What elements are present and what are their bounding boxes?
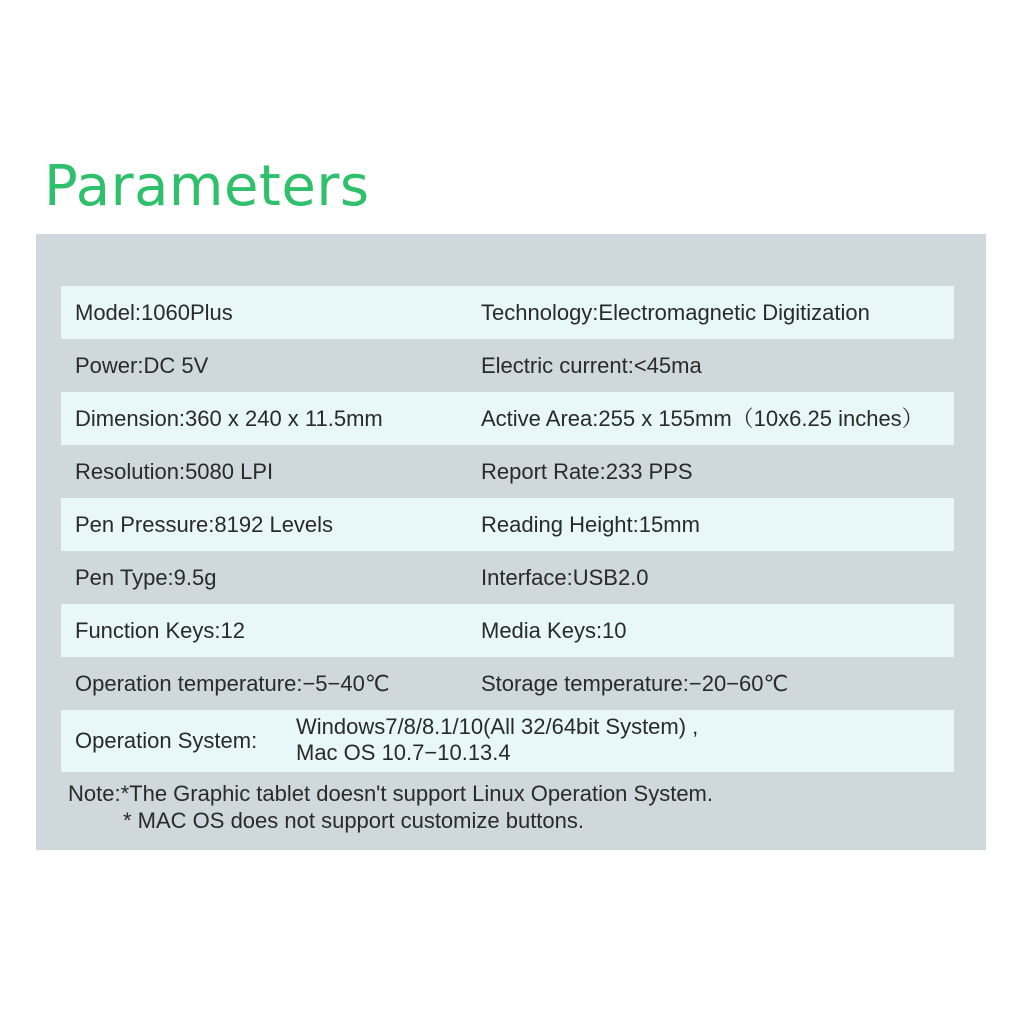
spec-panel: [36, 234, 986, 850]
spec-electric-current: Electric current:<45ma: [481, 353, 702, 378]
os-mac: Mac OS 10.7−10.13.4: [296, 740, 511, 765]
note-linux: Note:*The Graphic tablet doesn't support Linux Operation System.: [68, 781, 713, 806]
spec-table: [61, 286, 954, 772]
notes: [68, 780, 713, 834]
spec-technology: Technology:Electromagnetic Digitization: [481, 300, 870, 325]
spec-power: Power:DC 5V: [75, 353, 209, 378]
spec-pen-type: Pen Type:9.5g: [75, 565, 217, 590]
spec-report-rate: Report Rate:233 PPS: [481, 459, 693, 484]
spec-row: [61, 286, 954, 339]
page-title: Parameters: [44, 154, 370, 219]
spec-row: [61, 445, 954, 498]
spec-interface: Interface:USB2.0: [481, 565, 649, 590]
os-values: [296, 714, 698, 766]
spec-resolution: Resolution:5080 LPI: [75, 459, 274, 484]
note-mac-buttons: * MAC OS does not support customize buttons.: [123, 808, 585, 833]
spec-active-area: Active Area:255 x 155mm（10x6.25 inches）: [481, 406, 924, 431]
spec-row-os: [61, 710, 954, 772]
spec-row: [61, 392, 954, 445]
spec-operation-temperature: Operation temperature:−5−40℃: [75, 671, 390, 696]
spec-reading-height: Reading Height:15mm: [481, 512, 700, 537]
spec-row: [61, 339, 954, 392]
spec-row: [61, 604, 954, 657]
spec-row: [61, 498, 954, 551]
spec-function-keys: Function Keys:12: [75, 618, 245, 643]
spec-storage-temperature: Storage temperature:−20−60℃: [481, 671, 789, 696]
spec-row: [61, 657, 954, 710]
os-windows: Windows7/8/8.1/10(All 32/64bit System) ,: [296, 714, 699, 739]
spec-pen-pressure: Pen Pressure:8192 Levels: [75, 512, 334, 537]
spec-row: [61, 551, 954, 604]
os-label: Operation System:: [75, 728, 258, 753]
spec-dimension: Dimension:360 x 240 x 11.5mm: [75, 406, 383, 431]
spec-media-keys: Media Keys:10: [481, 618, 627, 643]
spec-model: Model:1060Plus: [75, 300, 233, 325]
